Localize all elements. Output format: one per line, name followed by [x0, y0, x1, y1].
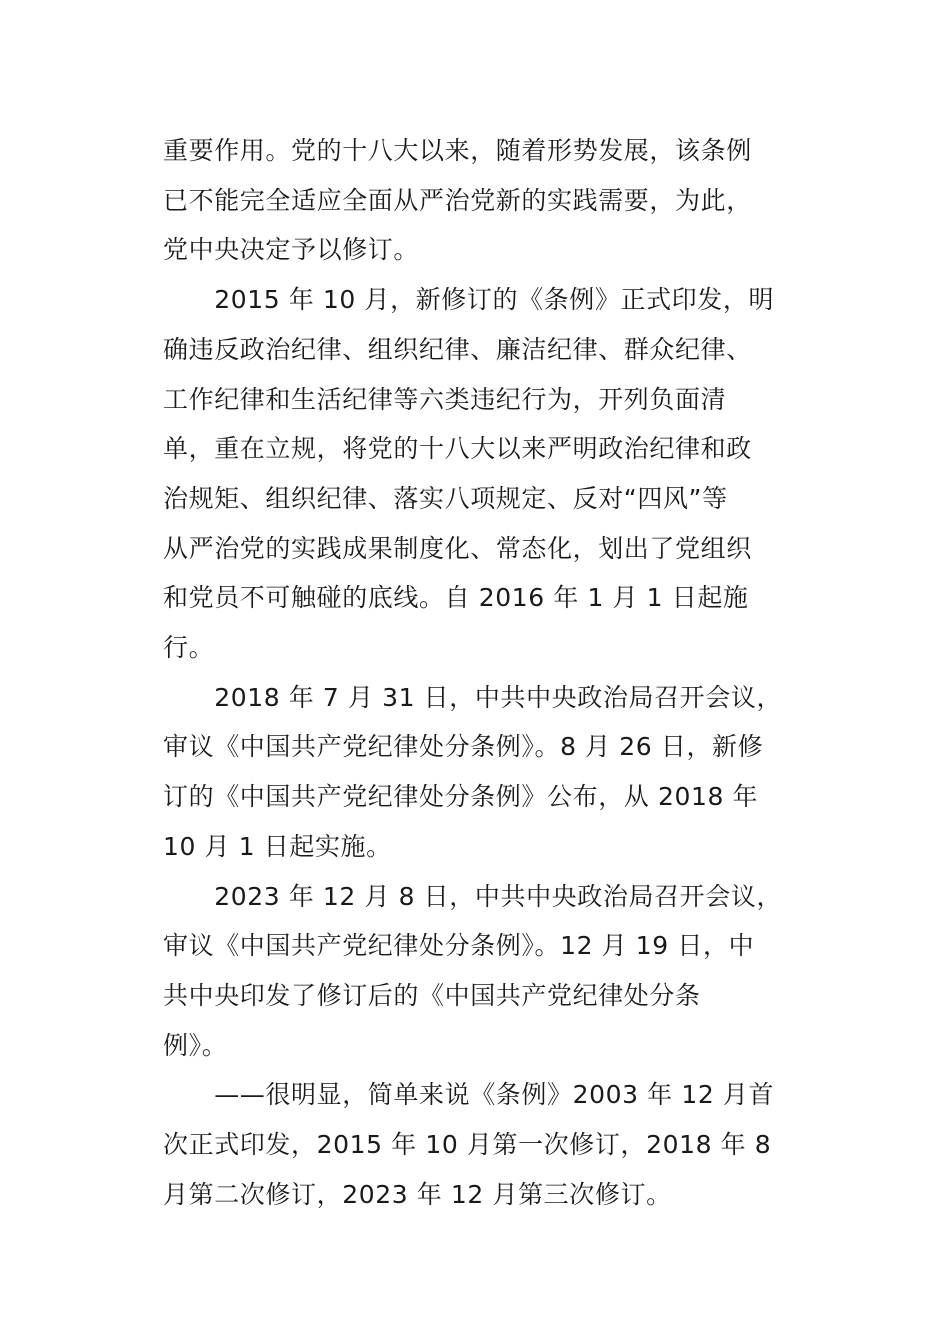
text-line: 例》。	[163, 1030, 228, 1060]
text-line: 月第二次修订，2023 年 12 月第三次修订。	[163, 1179, 672, 1209]
text-line: 2018 年 7 月 31 日，中共中央政治局召开会议，	[163, 682, 783, 712]
text-line: 共中央印发了修订后的《中国共产党纪律处分条	[163, 980, 701, 1010]
text-line: 已不能完全适应全面从严治党新的实践需要，为此，	[163, 185, 752, 215]
text-line: 单，重在立规，将党的十八大以来严明政治纪律和政	[163, 434, 752, 464]
text-line: ——很明显，简单来说《条例》2003 年 12 月首	[163, 1080, 775, 1110]
text-line: 从严治党的实践成果制度化、常态化，划出了党组织	[163, 533, 752, 563]
text-line: 审议《中国共产党纪律处分条例》。8 月 26 日，新修	[163, 732, 764, 762]
text-line: 审议《中国共产党纪律处分条例》。12 月 19 日，中	[163, 931, 755, 961]
text-line: 工作纪律和生活纪律等六类违纪行为，开列负面清	[163, 384, 727, 414]
text-line: 党中央决定予以修订。	[163, 235, 420, 265]
text-line: 确违反政治纪律、组织纪律、廉洁纪律、群众纪律、	[163, 334, 752, 364]
text-line: 行。	[163, 633, 215, 663]
text-line: 次正式印发，2015 年 10 月第一次修订，2018 年 8	[163, 1130, 772, 1160]
text-line: 10 月 1 日起实施。	[163, 831, 392, 861]
text-line: 2023 年 12 月 8 日，中共中央政治局召开会议，	[163, 881, 783, 911]
text-line: 2015 年 10 月，新修订的《条例》正式印发，明	[163, 285, 775, 315]
document-body	[163, 126, 789, 1219]
text-line: 重要作用。党的十八大以来，随着形势发展，该条例	[163, 136, 752, 165]
text-line: 和党员不可触碰的底线。自 2016 年 1 月 1 日起施	[163, 583, 749, 613]
text-line: 治规矩、组织纪律、落实八项规定、反对“四风”等	[163, 483, 728, 513]
text-line: 订的《中国共产党纪律处分条例》公布，从 2018 年	[163, 782, 759, 812]
